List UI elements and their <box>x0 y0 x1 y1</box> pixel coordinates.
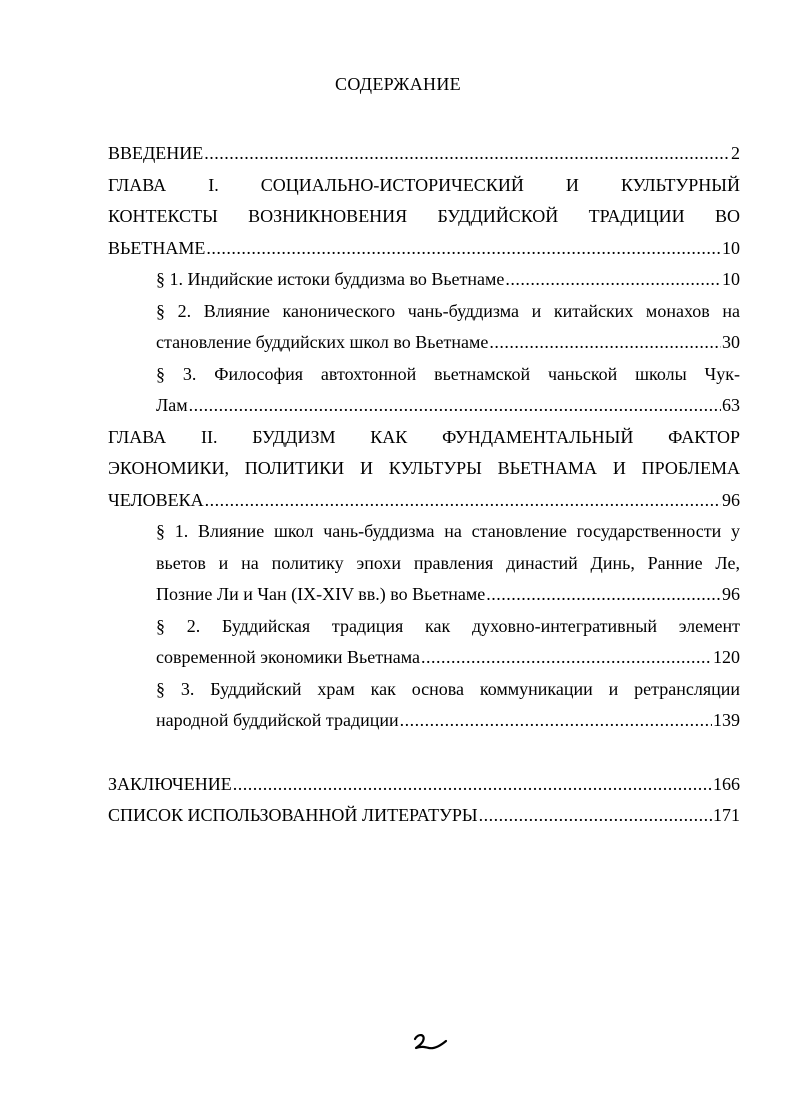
dot-leader <box>206 233 721 265</box>
toc-entry <box>156 611 740 674</box>
toc-entry <box>108 769 740 801</box>
toc-entry <box>156 359 740 422</box>
dot-leader <box>400 705 712 737</box>
dot-leader <box>505 264 721 296</box>
toc-entry <box>108 422 740 517</box>
toc-entry <box>108 170 740 265</box>
toc-entry-title: современной экономики Вьетнама <box>156 647 420 667</box>
toc-page-number: 139 <box>713 710 740 730</box>
toc-entry-title: ВВЕДЕНИЕ <box>108 143 204 163</box>
toc-page-number: 96 <box>722 584 740 604</box>
toc-entry-last-line <box>156 327 740 359</box>
toc-page-number: 63 <box>722 395 740 415</box>
toc-entry-last-line <box>156 264 740 296</box>
toc-entry-last-line <box>156 642 740 674</box>
toc-entry-title: народной буддийской традиции <box>156 710 399 730</box>
dot-leader <box>486 579 721 611</box>
toc-page-number: 30 <box>722 332 740 352</box>
toc-main-list <box>108 138 740 737</box>
toc-entry-line: вьетов и на политику эпохи правления династий Динь, Ранние Ле, <box>156 552 740 573</box>
dot-leader <box>479 800 712 832</box>
page-title: СОДЕРЖАНИЕ <box>335 74 461 94</box>
toc-entry-title: § 1. Индийские истоки буддизма во Вьетнаме <box>156 269 505 289</box>
toc-entry-title: Лам <box>156 395 188 415</box>
toc-entry <box>108 138 740 170</box>
toc-entry-line: § 2. Влияние канонического чань-буддизма и китайских монахов на <box>156 300 740 321</box>
toc-entry <box>156 296 740 359</box>
dot-leader <box>233 769 712 801</box>
toc-entry-last-line <box>108 138 740 170</box>
toc-entry <box>156 264 740 296</box>
toc-entry-line: КОНТЕКСТЫ ВОЗНИКНОВЕНИЯ БУДДИЙСКОЙ ТРАДИЦИИ ВО <box>108 206 740 226</box>
toc-entry-last-line <box>156 579 740 611</box>
dot-leader <box>205 485 721 517</box>
toc-page-number: 96 <box>722 489 740 510</box>
toc-entry <box>156 674 740 737</box>
toc-entry-line: ГЛАВА II. БУДДИЗМ КАК ФУНДАМЕНТАЛЬНЫЙ ФАКТОР <box>108 426 740 447</box>
toc-entry-line: § 3. Философия автохтонной вьетнамской чаньской школы Чук- <box>156 363 740 384</box>
toc-entry-title: СПИСОК ИСПОЛЬЗОВАННОЙ ЛИТЕРАТУРЫ <box>108 805 478 825</box>
toc-closing-list <box>108 769 740 832</box>
toc-entry-title: становление буддийских школ во Вьетнаме <box>156 332 489 352</box>
toc-entry <box>156 516 740 611</box>
toc-page-number: 166 <box>713 773 740 794</box>
toc-entry-title: ЗАКЛЮЧЕНИЕ <box>108 773 232 794</box>
toc-page-number: 120 <box>713 647 740 667</box>
toc-entry <box>108 800 740 832</box>
table-of-contents <box>108 138 740 832</box>
toc-entry-title: Позние Ли и Чан (IX-XIV вв.) во Вьетнаме <box>156 584 486 604</box>
toc-entry-line: § 2. Буддийская традиция как духовно-интегративный элемент <box>156 615 740 636</box>
toc-entry-line: ГЛАВА I. СОЦИАЛЬНО-ИСТОРИЧЕСКИЙ И КУЛЬТУРНЫЙ <box>108 174 740 195</box>
toc-entry-last-line <box>108 233 740 265</box>
toc-entry-title: ЧЕЛОВЕКА <box>108 489 204 510</box>
dot-leader <box>204 138 730 170</box>
handwritten-page-number <box>412 1030 452 1054</box>
dot-leader <box>421 642 712 674</box>
dot-leader <box>189 390 721 422</box>
toc-entry-last-line <box>156 390 740 422</box>
toc-entry-last-line <box>156 705 740 737</box>
toc-page-number: 171 <box>713 805 740 825</box>
toc-page-number: 2 <box>731 143 740 163</box>
toc-entry-line: ЭКОНОМИКИ, ПОЛИТИКИ И КУЛЬТУРЫ ВЬЕТНАМА И ПРОБЛЕМА <box>108 458 740 478</box>
toc-entry-last-line <box>108 769 740 801</box>
toc-entry-line: § 3. Буддийский храм как основа коммуникации и ретрансляции <box>156 678 740 699</box>
toc-page-number: 10 <box>722 237 740 258</box>
toc-entry-last-line <box>108 485 740 517</box>
toc-entry-line: § 1. Влияние школ чань-буддизма на становление государственности у <box>156 521 740 541</box>
toc-entry-title: ВЬЕТНАМЕ <box>108 237 206 258</box>
toc-entry-last-line <box>108 800 740 832</box>
toc-page-number: 10 <box>722 269 740 289</box>
toc-gap <box>108 737 740 769</box>
dot-leader <box>489 327 721 359</box>
